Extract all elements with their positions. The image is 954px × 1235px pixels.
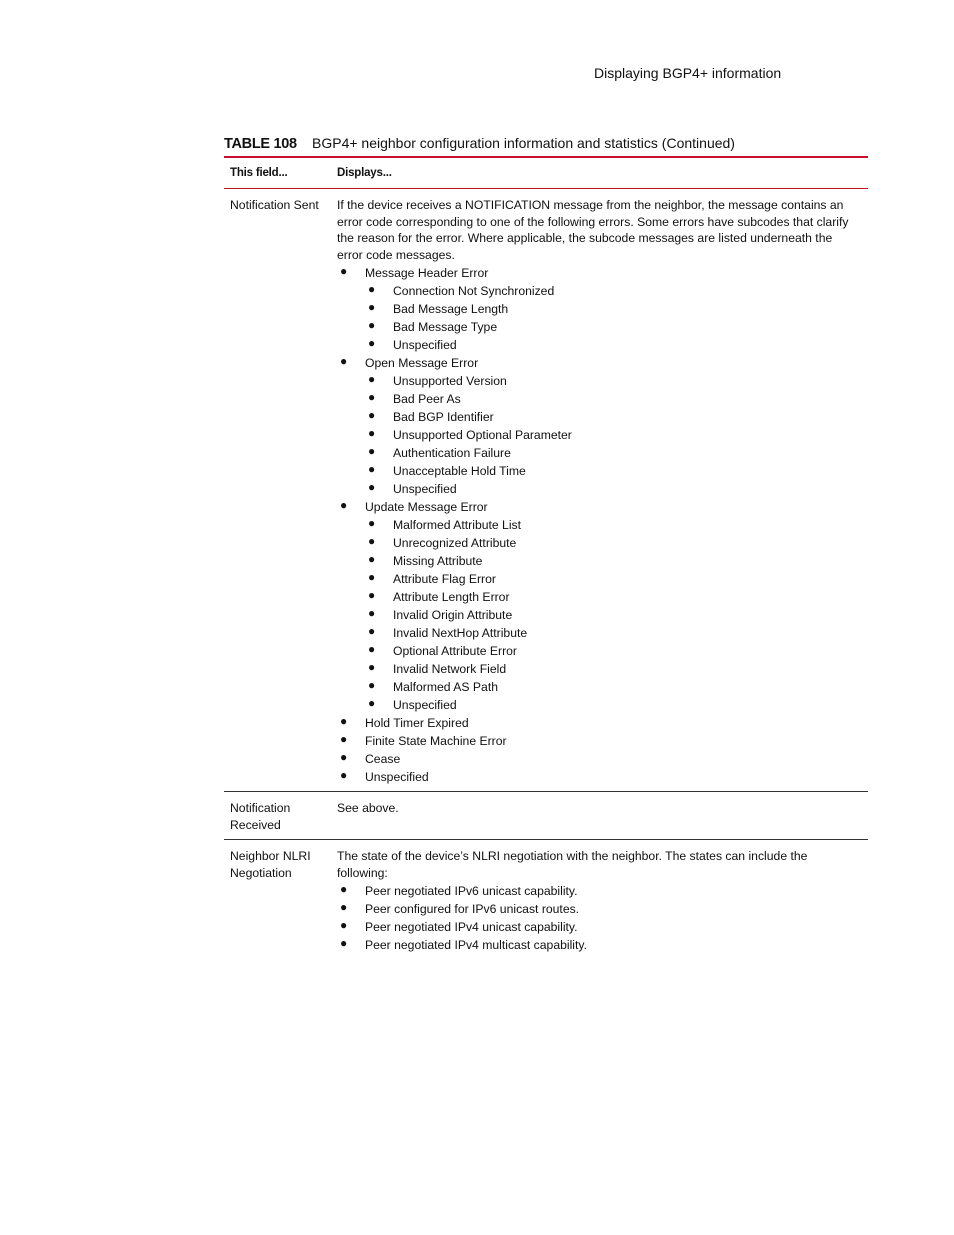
field-description: If the device receives a NOTIFICATION message from the neighbor, the message contains an error code corresponding to one of the following errors. Some errors have subcodes that clarify the reason for the error. Where applicable, the subcode messages are listed underneath the error code messages. [337, 198, 849, 262]
bullet-text: Attribute Flag Error [393, 572, 496, 586]
bullet-icon: ● [368, 678, 376, 692]
table-header-row [224, 158, 868, 189]
bullet-item [337, 498, 860, 516]
bullet-list [337, 264, 860, 786]
running-header: Displaying BGP4+ information [594, 65, 782, 81]
bullet-icon: ● [340, 714, 348, 728]
bullet-icon: ● [340, 498, 348, 512]
bullet-list [337, 882, 860, 954]
bullet-icon: ● [368, 372, 376, 386]
bullet-item [337, 336, 860, 354]
bullet-item [337, 552, 860, 570]
bullet-text: Unspecified [365, 770, 429, 784]
field-description: The state of the device’s NLRI negotiation with the neighbor. The states can include the following: [337, 849, 808, 880]
bullet-icon: ● [368, 462, 376, 476]
bullet-text: Unspecified [393, 698, 457, 712]
bullet-icon: ● [340, 354, 348, 368]
bullet-item [337, 354, 860, 372]
bullet-item [337, 918, 860, 936]
bullet-item [337, 444, 860, 462]
bullet-item [337, 768, 860, 786]
bullet-icon: ● [368, 300, 376, 314]
bullet-item [337, 678, 860, 696]
bullet-text: Bad BGP Identifier [393, 410, 494, 424]
bullet-item [337, 660, 860, 678]
bullet-icon: ● [368, 624, 376, 638]
bullet-item [337, 624, 860, 642]
bullet-icon: ● [340, 882, 348, 896]
bullet-text: Peer negotiated IPv6 unicast capability. [365, 884, 578, 898]
bullet-icon: ● [368, 606, 376, 620]
bullet-text: Bad Message Type [393, 320, 498, 334]
bullet-text: Invalid Network Field [393, 662, 507, 676]
bullet-item [337, 480, 860, 498]
bullet-text: Invalid NextHop Attribute [393, 626, 528, 640]
bullet-text: Unspecified [393, 482, 457, 496]
bullet-item [337, 588, 860, 606]
bullet-item [337, 282, 860, 300]
bullet-item [337, 642, 860, 660]
bullet-text: Attribute Length Error [393, 590, 510, 604]
bullet-text: Update Message Error [365, 500, 488, 514]
bullet-icon: ● [368, 516, 376, 530]
field-name: Notification Received [230, 801, 291, 832]
table-caption [224, 135, 868, 152]
bullet-item [337, 900, 860, 918]
field-name: Neighbor NLRI Negotiation [230, 849, 311, 880]
bullet-text: Hold Timer Expired [365, 716, 469, 730]
bullet-icon: ● [368, 444, 376, 458]
bullet-icon: ● [368, 696, 376, 710]
bullet-text: Peer configured for IPv6 unicast routes. [365, 902, 580, 916]
bullet-icon: ● [340, 918, 348, 932]
bullet-text: Peer negotiated IPv4 multicast capability. [365, 938, 587, 952]
bullet-icon: ● [368, 336, 376, 350]
bullet-icon: ● [340, 936, 348, 950]
bullet-icon: ● [368, 426, 376, 440]
bullet-text: Peer negotiated IPv4 unicast capability. [365, 920, 578, 934]
bullet-item [337, 936, 860, 954]
bullet-item [337, 570, 860, 588]
bullet-icon: ● [368, 660, 376, 674]
bullet-item [337, 534, 860, 552]
table-row [224, 792, 868, 840]
bullet-icon: ● [340, 264, 348, 278]
bullet-text: Unrecognized Attribute [393, 536, 517, 550]
bullet-icon: ● [368, 588, 376, 602]
bullet-text: Open Message Error [365, 356, 479, 370]
bullet-item [337, 372, 860, 390]
bullet-text: Malformed Attribute List [393, 518, 522, 532]
bullet-item [337, 318, 860, 336]
table-row [224, 189, 868, 792]
bullet-text: Connection Not Synchronized [393, 284, 555, 298]
bullet-text: Invalid Origin Attribute [393, 608, 513, 622]
table-row [224, 840, 868, 954]
bullet-icon: ● [368, 408, 376, 422]
bullet-icon: ● [368, 570, 376, 584]
bullet-text: Authentication Failure [393, 446, 511, 460]
bullet-icon: ● [368, 534, 376, 548]
bullet-item [337, 390, 860, 408]
bullet-text: Bad Message Length [393, 302, 509, 316]
bullet-text: Missing Attribute [393, 554, 483, 568]
bullet-item [337, 732, 860, 750]
bullet-item [337, 516, 860, 534]
bullet-icon: ● [368, 390, 376, 404]
bullet-icon: ● [368, 642, 376, 656]
bullet-text: Message Header Error [365, 266, 489, 280]
bullet-text: Unspecified [393, 338, 457, 352]
bullet-icon: ● [340, 732, 348, 746]
field-name: Notification Sent [230, 198, 319, 212]
bgp4-neighbor-table [224, 156, 868, 954]
bullet-item [337, 750, 860, 768]
column-header-field: This field... [230, 166, 288, 179]
bullet-item [337, 300, 860, 318]
bullet-item [337, 606, 860, 624]
field-description-cell [337, 195, 868, 786]
bullet-item [337, 264, 860, 282]
field-description-cell [337, 846, 868, 954]
table-number: TABLE 108 [224, 136, 297, 152]
field-description: See above. [337, 801, 399, 815]
bullet-icon: ● [340, 750, 348, 764]
bullet-item [337, 426, 860, 444]
bullet-text: Unacceptable Hold Time [393, 464, 526, 478]
bullet-text: Malformed AS Path [393, 680, 498, 694]
bullet-text: Unsupported Optional Parameter [393, 428, 572, 442]
bullet-icon: ● [340, 900, 348, 914]
bullet-item [337, 714, 860, 732]
bullet-icon: ● [368, 480, 376, 494]
bullet-item [337, 408, 860, 426]
bullet-icon: ● [368, 552, 376, 566]
bullet-item [337, 882, 860, 900]
bullet-item [337, 462, 860, 480]
bullet-text: Optional Attribute Error [393, 644, 517, 658]
bullet-item [337, 696, 860, 714]
bullet-icon: ● [368, 318, 376, 332]
bullet-text: Finite State Machine Error [365, 734, 507, 748]
bullet-icon: ● [368, 282, 376, 296]
bullet-text: Bad Peer As [393, 392, 461, 406]
bullet-icon: ● [340, 768, 348, 782]
bullet-text: Unsupported Version [393, 374, 507, 388]
column-header-displays: Displays... [337, 166, 392, 179]
bullet-text: Cease [365, 752, 401, 766]
field-description-cell [337, 798, 868, 833]
table-title: BGP4+ neighbor configuration information and statistics (Continued) [312, 135, 735, 151]
